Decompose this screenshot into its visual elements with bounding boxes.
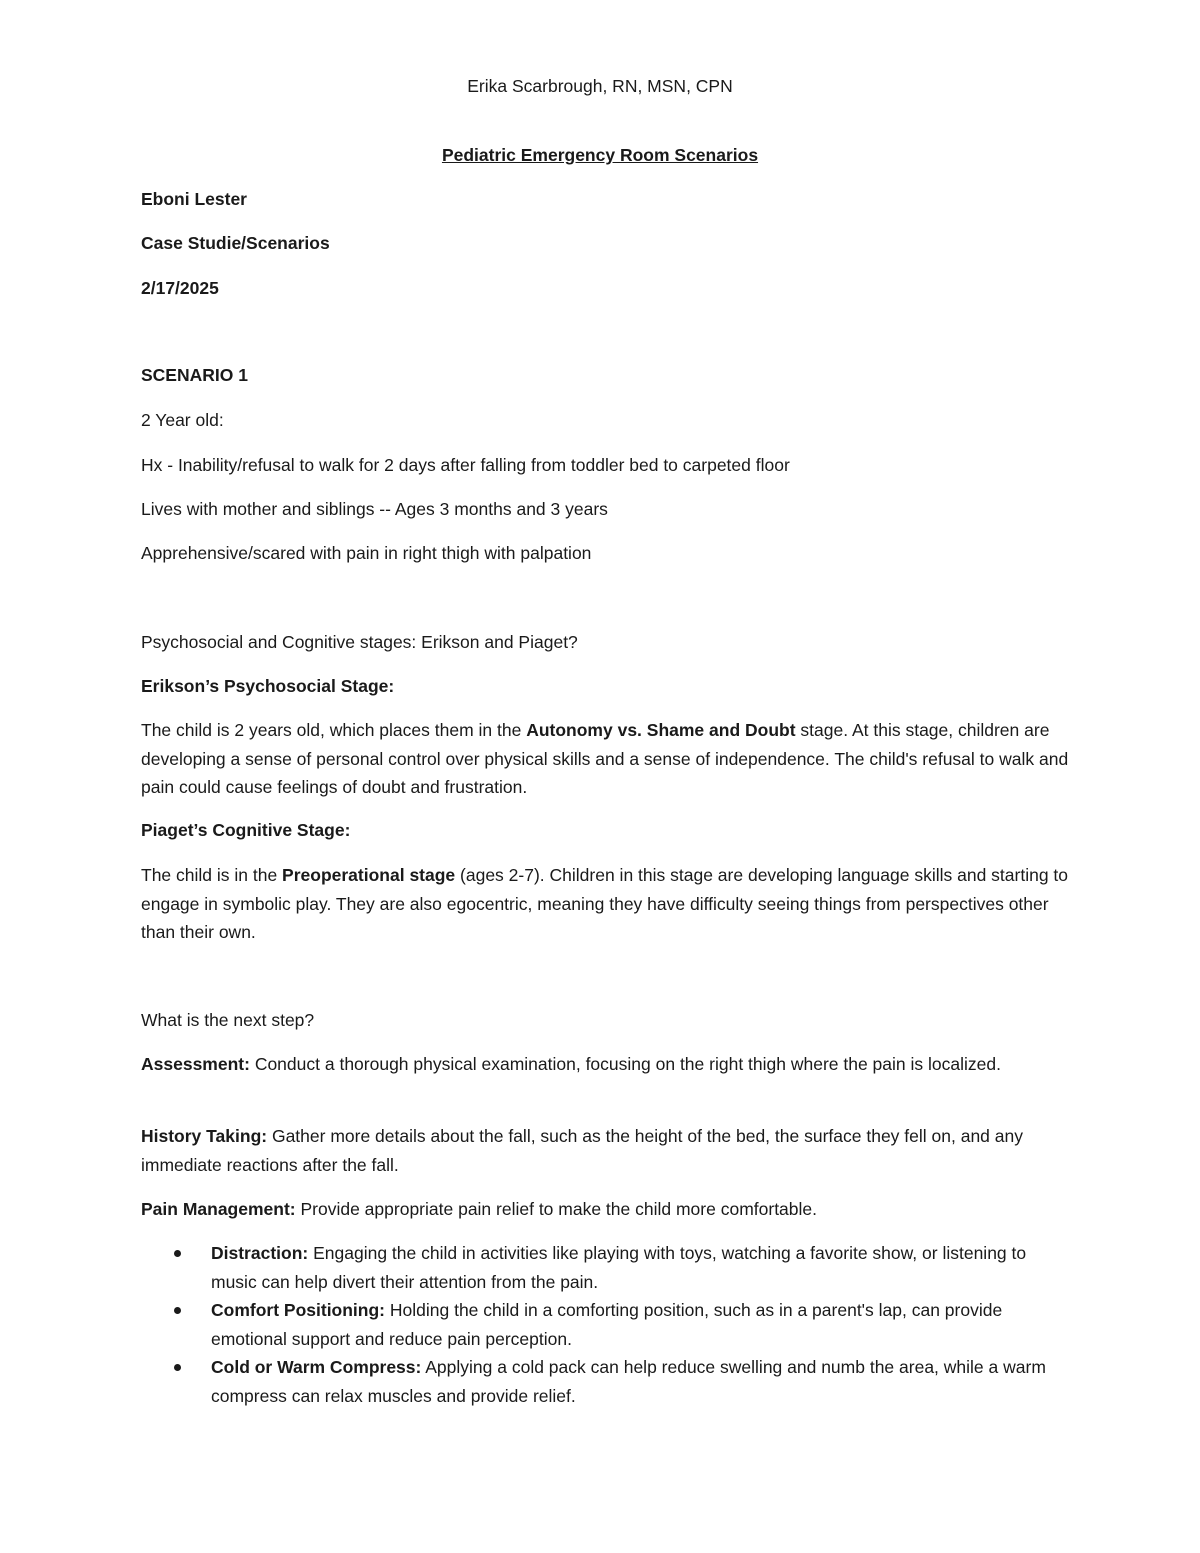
bullet-icon: [174, 1307, 181, 1314]
patient-living-situation: Lives with mother and siblings -- Ages 3 months and 3 years: [141, 499, 608, 519]
bullet-label: Distraction:: [211, 1243, 309, 1263]
bullet-label: Comfort Positioning:: [211, 1300, 386, 1320]
scenario-heading: SCENARIO 1: [141, 365, 248, 385]
piaget-stage-name: Preoperational stage: [282, 865, 456, 885]
step-label: Pain Management:: [141, 1199, 296, 1219]
list-item: Cold or Warm Compress: Applying a cold pack can help reduce swelling and numb the area, while a warm compress can relax muscles and provide relief.: [141, 1353, 1071, 1410]
piaget-heading: Piaget’s Cognitive Stage:: [141, 820, 351, 840]
patient-history: Hx - Inability/refusal to walk for 2 days after falling from toddler bed to carpeted floor: [141, 455, 790, 475]
patient-presentation: Apprehensive/scared with pain in right thigh with palpation: [141, 543, 592, 563]
question-stages: Psychosocial and Cognitive stages: Erikson and Piaget?: [141, 632, 578, 652]
bullet-icon: [174, 1364, 181, 1371]
course-label: Case Studie/Scenarios: [141, 233, 330, 253]
step-label: History Taking:: [141, 1126, 268, 1146]
step-assessment: Assessment: Conduct a thorough physical examination, focusing on the right thigh where the pain is localized.: [141, 1054, 1001, 1074]
erikson-stage-name: Autonomy vs. Shame and Doubt: [526, 720, 796, 740]
step-history-taking: History Taking: Gather more details about the fall, such as the height of the bed, the surface they fell on, and any immediate reactions after the fall.: [141, 1126, 1023, 1175]
patient-age: 2 Year old:: [141, 410, 224, 430]
question-next-step: What is the next step?: [141, 1010, 315, 1030]
bullet-label: Cold or Warm Compress:: [211, 1357, 422, 1377]
author-header: Erika Scarbrough, RN, MSN, CPN: [467, 76, 733, 96]
document-date: 2/17/2025: [141, 278, 219, 298]
document-title: Pediatric Emergency Room Scenarios: [441, 145, 759, 165]
erikson-paragraph: The child is 2 years old, which places them in the Autonomy vs. Shame and Doubt stage. At this stage, children are developing a sense of personal control over physical skills and a sense of independence. The child's refusal to walk and pain could cause feelings of doubt and frustration.: [141, 720, 1069, 797]
list-item: Distraction: Engaging the child in activities like playing with toys, watching a favorite show, or listening to music can help divert their attention from the pain.: [141, 1239, 1071, 1296]
pain-management-list: [141, 1239, 1071, 1410]
step-label: Assessment:: [141, 1054, 250, 1074]
piaget-paragraph: The child is in the Preoperational stage (ages 2-7). Children in this stage are developing language skills and starting to engage in symbolic play. They are also egocentric, meaning they have difficulty seeing things from perspectives other than their own.: [141, 865, 1069, 942]
student-name: Eboni Lester: [141, 189, 247, 209]
step-pain-management: Pain Management: Provide appropriate pain relief to make the child more comfortable.: [141, 1199, 818, 1219]
erikson-heading: Erikson’s Psychosocial Stage:: [141, 676, 395, 696]
bullet-icon: [174, 1250, 181, 1257]
list-item: Comfort Positioning: Holding the child in a comforting position, such as in a parent's lap, can provide emotional support and reduce pain perception.: [141, 1296, 1071, 1353]
